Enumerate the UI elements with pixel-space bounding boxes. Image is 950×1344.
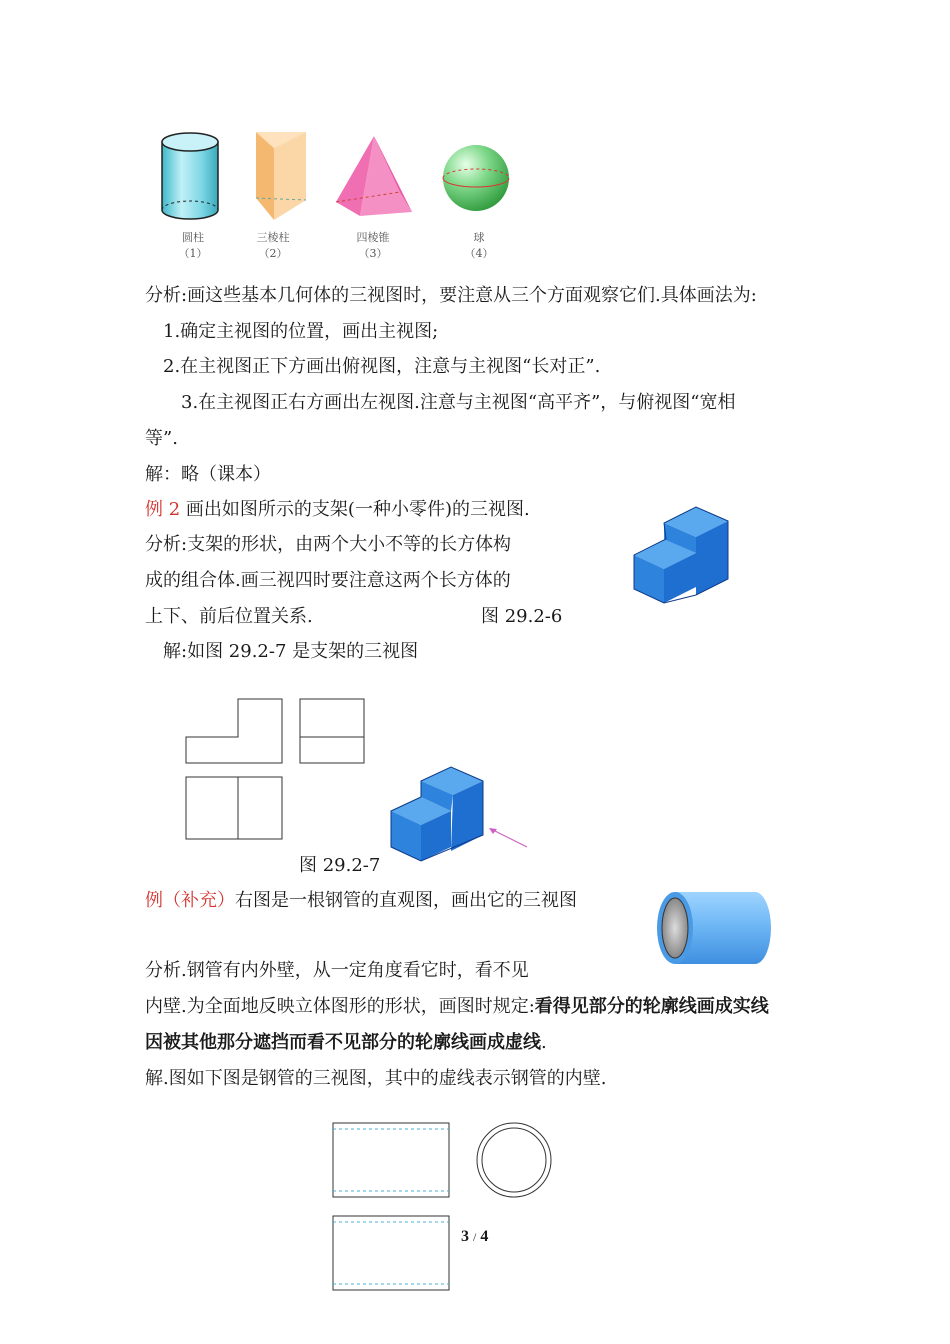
example-supp-label: 例（补充） — [145, 890, 235, 911]
shape-caption-pyramid: 四棱锥 （3） — [356, 231, 390, 260]
example-2-label: 例 2 — [145, 499, 181, 520]
example-supp-analysis-3 — [145, 1031, 547, 1055]
sphere-figure — [440, 142, 512, 214]
three-views-figure — [184, 697, 368, 841]
analysis-2-normal: 内壁.为全面地反映立体图形的形状，画图时规定: — [145, 996, 535, 1017]
solid-line-rule: 看得见部分的轮廓线画成实线 — [534, 996, 769, 1017]
cylinder-figure — [158, 128, 222, 224]
page-total: 4 — [480, 1228, 489, 1245]
pipe-front-view — [333, 1123, 449, 1197]
analysis-paragraph: 分析:画这些基本几何体的三视图时，要注意从三个方面观察它们.具体画法为: — [145, 285, 757, 306]
step-3-cont: 等”. — [145, 428, 178, 449]
example-2-heading — [145, 498, 530, 522]
figure-caption-6: 图 29.2-6 — [481, 606, 563, 627]
dashed-line-rule: 因被其他那分遮挡而看不见部分的轮廓线画成虚线 — [145, 1032, 541, 1053]
triangular-prism-figure — [250, 128, 310, 224]
bracket-figure-6 — [630, 505, 734, 609]
example-2-solution: 解:如图 29.2-7 是支架的三视图 — [163, 641, 419, 662]
pipe-side-view — [477, 1123, 551, 1197]
shape-caption-prism: 三棱柱 （2） — [256, 231, 290, 260]
steel-pipe-figure — [655, 888, 775, 968]
analysis-3-period: . — [541, 1032, 547, 1053]
pipe-top-view — [333, 1216, 449, 1290]
page-separator: / — [473, 1230, 477, 1244]
square-pyramid-figure — [330, 132, 416, 220]
step-3: 3.在主视图正右方画出左视图.注意与主视图“高平齐”，与俯视图“宽相 — [181, 392, 736, 413]
example-supp-analysis-1: 分析.钢管有内外壁，从一定角度看它时，看不见 — [145, 960, 529, 981]
example-supp-solution: 解.图如下图是钢管的三视图，其中的虚线表示钢管的内壁. — [145, 1068, 607, 1089]
example-2-analysis-1: 分析:支架的形状，由两个大小不等的长方体构 — [145, 534, 512, 555]
solution-1: 解：略（课本） — [145, 464, 271, 485]
example-supp-text: 右图是一根钢管的直观图，画出它的三视图 — [235, 890, 577, 911]
example-2-text: 画出如图所示的支架(一种小零件)的三视图. — [185, 499, 530, 520]
shape-caption-cylinder: 圆柱 （1） — [178, 231, 208, 260]
page-number — [461, 1228, 488, 1246]
example-supp-heading — [145, 889, 577, 913]
front-view — [186, 699, 282, 763]
top-view — [186, 777, 282, 839]
step-1: 1.确定主视图的位置，画出主视图; — [163, 321, 439, 342]
example-supp-analysis-2 — [145, 995, 769, 1019]
page-current: 3 — [461, 1228, 469, 1245]
bracket-figure-7 — [387, 763, 532, 867]
example-2-analysis-3: 上下、前后位置关系. — [145, 606, 313, 627]
shape-caption-sphere: 球 （4） — [464, 231, 494, 260]
step-2: 2.在主视图正下方画出俯视图，注意与主视图“长对正”. — [163, 356, 601, 377]
figure-caption-7: 图 29.2-7 — [299, 855, 381, 876]
pipe-three-views-figure — [330, 1120, 560, 1300]
example-2-analysis-2: 成的组合体.画三视四时要注意这两个长方体的 — [145, 570, 511, 591]
side-view — [300, 699, 364, 763]
